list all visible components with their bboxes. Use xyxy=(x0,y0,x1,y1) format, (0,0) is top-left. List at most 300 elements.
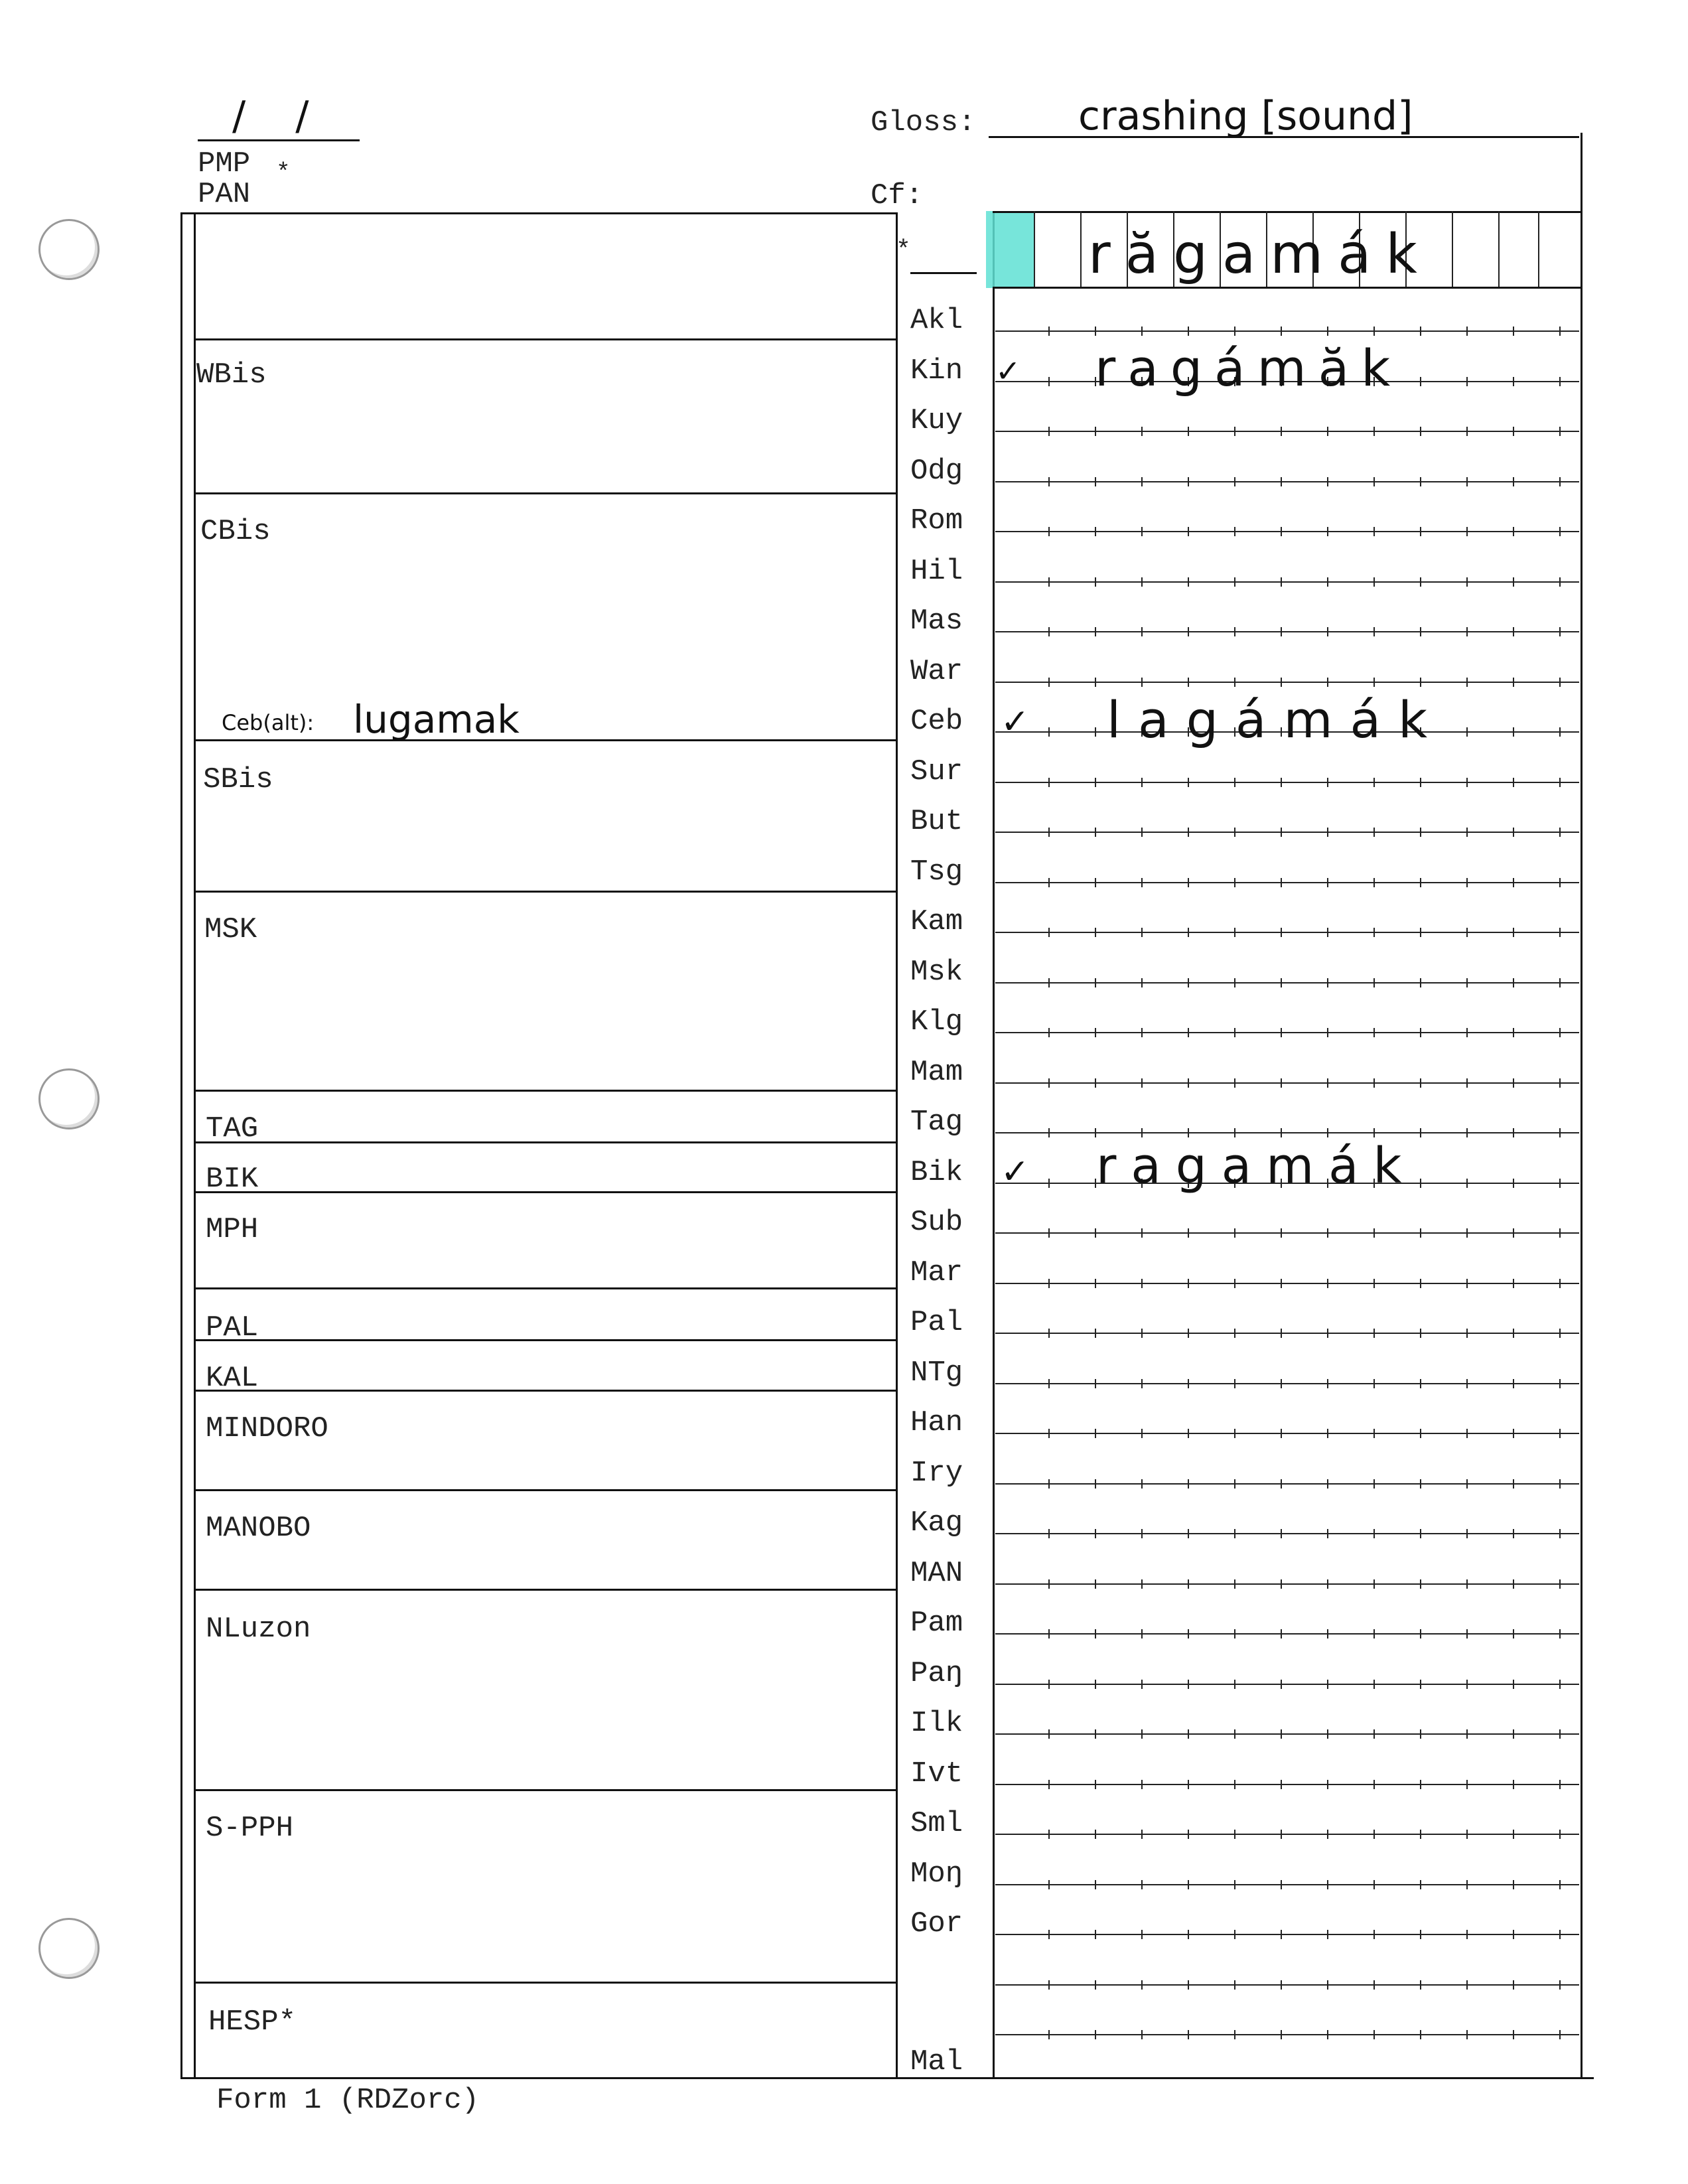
ruled-line-tick xyxy=(1188,1579,1189,1589)
ruled-line-tick xyxy=(1420,577,1421,587)
ruled-line-tick xyxy=(1188,477,1189,486)
ruled-line-tick xyxy=(1234,1680,1235,1689)
pan-star: * xyxy=(276,159,291,186)
ruled-line-tick xyxy=(1513,1729,1514,1739)
ruled-line-tick xyxy=(1234,678,1235,687)
ruled-line-tick xyxy=(1234,1329,1235,1338)
ruled-line-tick xyxy=(1466,1379,1468,1388)
ruled-line-tick xyxy=(1095,1529,1096,1538)
ruled-line-tick xyxy=(1095,1930,1096,1939)
ruled-line-tick xyxy=(1048,1729,1050,1739)
language-label: Sur xyxy=(910,755,963,788)
ruled-line-tick xyxy=(1466,678,1468,687)
ruled-line-tick xyxy=(1281,1980,1282,1990)
ruled-line-tick xyxy=(1095,1379,1096,1388)
entry-ruled-line xyxy=(995,1733,1579,1735)
ruled-line-tick xyxy=(1420,1329,1421,1338)
ruled-line-tick xyxy=(1420,1078,1421,1088)
ruled-line-tick xyxy=(1373,1629,1375,1638)
entry-ruled-line xyxy=(995,1533,1579,1534)
ruled-line-tick xyxy=(1281,1078,1282,1088)
ruled-line-tick xyxy=(1327,1078,1328,1088)
ruled-line-tick xyxy=(1188,1078,1189,1088)
ruled-line-tick xyxy=(1188,1329,1189,1338)
ruled-line-tick xyxy=(1048,928,1050,937)
ruled-line-tick xyxy=(1373,1579,1375,1589)
ruled-line-tick xyxy=(1281,1729,1282,1739)
ruled-line-tick xyxy=(1466,1228,1468,1238)
ruled-line-tick xyxy=(1048,1880,1050,1889)
ruled-line-tick xyxy=(1373,1329,1375,1338)
ruled-line-tick xyxy=(1048,527,1050,536)
ruled-line-tick xyxy=(1281,1780,1282,1789)
ruled-line-tick xyxy=(1327,627,1328,636)
region-divider xyxy=(194,1390,896,1392)
language-label: Hil xyxy=(910,554,963,588)
region-divider xyxy=(194,1982,896,1984)
ruled-line-tick xyxy=(1095,1729,1096,1739)
ruled-line-tick xyxy=(1188,1980,1189,1990)
ruled-line-tick xyxy=(1095,1028,1096,1037)
ruled-line-tick xyxy=(1281,427,1282,436)
ruled-line-tick xyxy=(1513,627,1514,636)
entry-ruled-line xyxy=(995,581,1579,583)
ruled-line-tick xyxy=(1373,527,1375,536)
ruled-line-tick xyxy=(1188,527,1189,536)
ruled-line-tick xyxy=(1513,427,1514,436)
language-label: MAN xyxy=(910,1556,963,1590)
ruled-line-tick xyxy=(1327,1830,1328,1839)
ruled-line-tick xyxy=(1188,1529,1189,1538)
ruled-line-tick xyxy=(1048,727,1050,737)
date-marks: / / xyxy=(232,93,328,139)
ruled-line-tick xyxy=(1466,377,1468,386)
language-label: Akl xyxy=(910,304,963,337)
ruled-line-tick xyxy=(1559,1329,1561,1338)
ruled-line-tick xyxy=(1466,1329,1468,1338)
ruled-line-tick xyxy=(1559,727,1561,737)
ruled-line-tick xyxy=(1141,1629,1143,1638)
ruled-line-tick xyxy=(1420,327,1421,336)
region-divider xyxy=(194,1789,896,1791)
ruled-line-tick xyxy=(1048,1529,1050,1538)
entry-ruled-line xyxy=(995,1433,1579,1434)
ruled-line-tick xyxy=(1513,678,1514,687)
language-label: Iry xyxy=(910,1456,963,1490)
date-underline xyxy=(198,139,360,141)
ruled-line-tick xyxy=(1466,1429,1468,1438)
ruled-line-tick xyxy=(1559,1179,1561,1188)
ruled-line-tick xyxy=(1281,828,1282,837)
ruled-line-tick xyxy=(1466,1529,1468,1538)
frame-bottom xyxy=(180,2077,1594,2079)
cf-label: Cf: xyxy=(871,179,924,212)
language-label: Pam xyxy=(910,1607,963,1640)
ruled-line-tick xyxy=(1559,1429,1561,1438)
entry-ruled-line xyxy=(995,2034,1579,2035)
entry-ruled-line xyxy=(995,431,1579,432)
ruled-line-tick xyxy=(1048,1930,1050,1939)
ruled-line-tick xyxy=(1095,1078,1096,1088)
ruled-line-tick xyxy=(1466,778,1468,787)
ruled-line-tick xyxy=(1327,1028,1328,1037)
entry-ruled-line xyxy=(995,1082,1579,1084)
ruled-line-tick xyxy=(1234,1930,1235,1939)
ruled-line-tick xyxy=(1048,377,1050,386)
ruled-line-tick xyxy=(1048,1830,1050,1839)
language-label: Msk xyxy=(910,955,963,989)
ruled-line-tick xyxy=(1420,627,1421,636)
ruled-line-tick xyxy=(1373,1780,1375,1789)
ruled-line-tick xyxy=(1281,978,1282,987)
ruled-line-tick xyxy=(1281,577,1282,587)
ruled-line-tick xyxy=(1559,527,1561,536)
ruled-line-tick xyxy=(1513,878,1514,887)
ruled-line-tick xyxy=(1466,1629,1468,1638)
ruled-line-tick xyxy=(1327,1429,1328,1438)
ruled-line-tick xyxy=(1559,1128,1561,1137)
ruled-line-tick xyxy=(1513,1279,1514,1288)
ruled-line-tick xyxy=(1234,1228,1235,1238)
ruled-line-tick xyxy=(1466,1128,1468,1137)
ruled-line-tick xyxy=(1048,1680,1050,1689)
region-pal: PAL xyxy=(206,1311,259,1345)
cell-divider xyxy=(1498,211,1500,287)
language-label: Bik xyxy=(910,1155,963,1189)
language-label: Moŋ xyxy=(910,1857,963,1891)
ruled-line-tick xyxy=(1559,1830,1561,1839)
ruled-line-tick xyxy=(1095,1880,1096,1889)
ruled-line-tick xyxy=(1513,527,1514,536)
ruled-line-tick xyxy=(1513,828,1514,837)
region-hesp: HESP* xyxy=(208,2005,297,2039)
region-divider xyxy=(194,1287,896,1289)
ruled-line-tick xyxy=(1466,1479,1468,1489)
ruled-line-tick xyxy=(1141,1830,1143,1839)
ruled-line-tick xyxy=(1373,1429,1375,1438)
entry-ruled-line xyxy=(995,982,1579,983)
ruled-line-tick xyxy=(1281,2030,1282,2039)
language-label: Kin xyxy=(910,354,963,388)
entry-ruled-line xyxy=(995,932,1579,933)
ruled-line-tick xyxy=(1234,778,1235,787)
ruled-line-tick xyxy=(1373,2030,1375,2039)
ruled-line-tick xyxy=(1327,1729,1328,1739)
ruled-line-tick xyxy=(1234,1980,1235,1990)
ruled-line-tick xyxy=(1373,1930,1375,1939)
ruled-line-tick xyxy=(1188,1028,1189,1037)
ruled-line-tick xyxy=(1234,1128,1235,1137)
language-label: Sub xyxy=(910,1206,963,1239)
ruled-line-tick xyxy=(1513,1179,1514,1188)
ruled-line-tick xyxy=(1188,1729,1189,1739)
ruled-line-tick xyxy=(1095,1128,1096,1137)
ruled-line-tick xyxy=(1095,327,1096,336)
ruled-line-tick xyxy=(1234,1078,1235,1088)
ruled-line-tick xyxy=(1095,1780,1096,1789)
ruled-line-tick xyxy=(1188,1479,1189,1489)
ruled-line-tick xyxy=(1095,1429,1096,1438)
frame-top xyxy=(180,212,897,214)
ruled-line-tick xyxy=(1466,828,1468,837)
ruled-line-tick xyxy=(1420,527,1421,536)
language-label: Mal xyxy=(910,2045,963,2078)
region-mph: MPH xyxy=(206,1213,259,1246)
ruled-line-tick xyxy=(1234,527,1235,536)
ruled-line-tick xyxy=(1513,1780,1514,1789)
ceb-check: ✓ xyxy=(1001,702,1030,742)
ruled-line-tick xyxy=(1513,1579,1514,1589)
ruled-line-tick xyxy=(1234,928,1235,937)
ruled-line-tick xyxy=(1188,978,1189,987)
ruled-line-tick xyxy=(1559,828,1561,837)
ruled-line-tick xyxy=(1281,1479,1282,1489)
ruled-line-tick xyxy=(1188,2030,1189,2039)
cell-divider xyxy=(1538,211,1539,287)
ruled-line-tick xyxy=(1095,928,1096,937)
ruled-line-tick xyxy=(1095,1479,1096,1489)
ruled-line-tick xyxy=(1234,1479,1235,1489)
ruled-line-tick xyxy=(1513,978,1514,987)
ruled-line-tick xyxy=(1048,828,1050,837)
region-manobo: MANOBO xyxy=(206,1512,311,1545)
ruled-line-tick xyxy=(1559,1379,1561,1388)
ruled-line-tick xyxy=(1513,327,1514,336)
ruled-line-tick xyxy=(1141,1680,1143,1689)
ruled-line-tick xyxy=(1327,327,1328,336)
ruled-line-tick xyxy=(1513,1379,1514,1388)
reconstruction-form: răgamák xyxy=(1088,223,1432,286)
ruled-line-tick xyxy=(1513,377,1514,386)
ruled-line-tick xyxy=(1559,377,1561,386)
ruled-line-tick xyxy=(1188,928,1189,937)
entry-ruled-line xyxy=(995,1684,1579,1685)
ruled-line-tick xyxy=(1141,2030,1143,2039)
ruled-line-tick xyxy=(1048,978,1050,987)
ruled-line-tick xyxy=(1466,427,1468,436)
ruled-line-tick xyxy=(1048,1629,1050,1638)
frame-middle xyxy=(896,212,898,2077)
ruled-line-tick xyxy=(1420,1379,1421,1388)
ruled-line-tick xyxy=(1188,1880,1189,1889)
ruled-line-tick xyxy=(1048,477,1050,486)
entry-ruled-line xyxy=(995,1132,1579,1133)
ruled-line-tick xyxy=(1234,1780,1235,1789)
ruled-line-tick xyxy=(1281,1880,1282,1889)
ruled-line-tick xyxy=(1327,577,1328,587)
ruled-line-tick xyxy=(1559,1880,1561,1889)
ruled-line-tick xyxy=(1048,1179,1050,1188)
kin-check: ✓ xyxy=(995,353,1021,389)
ruled-line-tick xyxy=(1327,1880,1328,1889)
language-label: Odg xyxy=(910,454,963,488)
language-label: War xyxy=(910,654,963,688)
entry-ruled-line xyxy=(995,1984,1579,1986)
region-mindoro: MINDORO xyxy=(206,1412,328,1445)
cell-divider xyxy=(1080,211,1082,287)
entry-ruled-line xyxy=(995,782,1579,783)
ruled-line-tick xyxy=(1281,1128,1282,1137)
binder-hole-middle xyxy=(38,1068,100,1129)
language-label: Paŋ xyxy=(910,1656,963,1690)
ruled-line-tick xyxy=(1373,627,1375,636)
ruled-line-tick xyxy=(1234,1028,1235,1037)
ruled-line-tick xyxy=(1188,1379,1189,1388)
ruled-line-tick xyxy=(1466,878,1468,887)
ruled-line-tick xyxy=(1048,1228,1050,1238)
ruled-line-tick xyxy=(1559,1930,1561,1939)
ruled-line-tick xyxy=(1420,1579,1421,1589)
ruled-line-tick xyxy=(1327,1629,1328,1638)
cell-divider xyxy=(1034,211,1035,287)
ruled-line-tick xyxy=(1234,477,1235,486)
ruled-line-tick xyxy=(1048,1379,1050,1388)
ruled-line-tick xyxy=(1420,1729,1421,1739)
ruled-line-tick xyxy=(1559,627,1561,636)
ruled-line-tick xyxy=(1327,978,1328,987)
entry-ruled-line xyxy=(995,1383,1579,1384)
ceb-form: lagámák xyxy=(1107,690,1445,749)
language-label: Kuy xyxy=(910,404,963,437)
ruled-line-tick xyxy=(1281,1279,1282,1288)
ruled-line-tick xyxy=(1559,1078,1561,1088)
ruled-line-tick xyxy=(1095,978,1096,987)
language-label: Kam xyxy=(910,905,963,938)
ruled-line-tick xyxy=(1141,1729,1143,1739)
ruled-line-tick xyxy=(1373,678,1375,687)
ruled-line-tick xyxy=(1327,878,1328,887)
ruled-line-tick xyxy=(1466,2030,1468,2039)
ruled-line-tick xyxy=(1188,577,1189,587)
ruled-line-tick xyxy=(1188,1830,1189,1839)
ruled-line-tick xyxy=(1095,1980,1096,1990)
ruled-line-tick xyxy=(1048,2030,1050,2039)
ceb-alt-value: lugamak xyxy=(353,697,520,742)
ruled-line-tick xyxy=(1420,1529,1421,1538)
ruled-line-tick xyxy=(1327,427,1328,436)
region-divider xyxy=(194,1090,896,1092)
ruled-line-tick xyxy=(1281,1529,1282,1538)
ruled-line-tick xyxy=(1095,627,1096,636)
ruled-line-tick xyxy=(1281,928,1282,937)
ruled-line-tick xyxy=(1420,1179,1421,1188)
language-label: Mas xyxy=(910,605,963,638)
ruled-line-tick xyxy=(1513,477,1514,486)
ruled-line-tick xyxy=(1373,778,1375,787)
ruled-line-tick xyxy=(1466,527,1468,536)
region-divider xyxy=(194,739,896,741)
ruled-line-tick xyxy=(1466,327,1468,336)
ruled-line-tick xyxy=(1420,427,1421,436)
ruled-line-tick xyxy=(1095,527,1096,536)
ruled-line-tick xyxy=(1327,2030,1328,2039)
ruled-line-tick xyxy=(1141,678,1143,687)
ruled-line-tick xyxy=(1095,427,1096,436)
ruled-line-tick xyxy=(1141,1780,1143,1789)
ruled-line-tick xyxy=(1188,1930,1189,1939)
ruled-line-tick xyxy=(1466,1179,1468,1188)
ruled-line-tick xyxy=(1559,1629,1561,1638)
ruled-line-tick xyxy=(1234,878,1235,887)
ruled-line-tick xyxy=(1141,1028,1143,1037)
pan-label: PAN xyxy=(198,178,251,211)
ruled-line-tick xyxy=(1095,878,1096,887)
ruled-line-tick xyxy=(1281,1228,1282,1238)
ruled-line-tick xyxy=(1466,577,1468,587)
ruled-line-tick xyxy=(1188,1680,1189,1689)
ruled-line-tick xyxy=(1420,1429,1421,1438)
ruled-line-tick xyxy=(1048,1329,1050,1338)
ruled-line-tick xyxy=(1373,1228,1375,1238)
binder-hole-bottom xyxy=(38,1918,100,1979)
ruled-line-tick xyxy=(1373,1729,1375,1739)
ruled-line-tick xyxy=(1095,477,1096,486)
ruled-line-tick xyxy=(1048,878,1050,887)
ruled-line-tick xyxy=(1559,878,1561,887)
region-divider xyxy=(194,338,896,340)
ruled-line-tick xyxy=(1141,427,1143,436)
ruled-line-tick xyxy=(1048,1279,1050,1288)
ruled-line-tick xyxy=(1513,1028,1514,1037)
language-label: Mam xyxy=(910,1055,963,1089)
ruled-line-tick xyxy=(1513,1680,1514,1689)
ruled-line-tick xyxy=(1559,1579,1561,1589)
ruled-line-tick xyxy=(1188,828,1189,837)
entry-ruled-line xyxy=(995,832,1579,833)
ruled-line-tick xyxy=(1234,627,1235,636)
ruled-line-tick xyxy=(1513,2030,1514,2039)
ceb-alt-label: Ceb(alt): xyxy=(222,710,315,735)
ruled-line-tick xyxy=(1281,527,1282,536)
ruled-line-tick xyxy=(1420,1780,1421,1789)
ruled-line-tick xyxy=(1513,778,1514,787)
language-label: Han xyxy=(910,1406,963,1439)
ruled-line-tick xyxy=(1141,1429,1143,1438)
region-sbis: SBis xyxy=(203,763,273,796)
language-label: Tsg xyxy=(910,855,963,889)
ruled-line-tick xyxy=(1048,678,1050,687)
ruled-line-tick xyxy=(1234,427,1235,436)
ruled-line-tick xyxy=(1420,928,1421,937)
ruled-line-tick xyxy=(1141,778,1143,787)
ruled-line-tick xyxy=(1234,1429,1235,1438)
language-label: Tag xyxy=(910,1106,963,1139)
entry-ruled-line xyxy=(995,481,1579,482)
ruled-line-tick xyxy=(1141,1128,1143,1137)
ruled-line-tick xyxy=(1373,1479,1375,1489)
ruled-line-tick xyxy=(1048,577,1050,587)
ruled-line-tick xyxy=(1234,1729,1235,1739)
ruled-line-tick xyxy=(1373,1529,1375,1538)
ruled-line-tick xyxy=(1559,577,1561,587)
ruled-line-tick xyxy=(1095,1629,1096,1638)
ruled-line-tick xyxy=(1327,1680,1328,1689)
ruled-line-tick xyxy=(1513,928,1514,937)
ruled-line-tick xyxy=(1188,678,1189,687)
ruled-line-tick xyxy=(1420,1680,1421,1689)
ruled-line-tick xyxy=(1234,327,1235,336)
ruled-line-tick xyxy=(1141,878,1143,887)
ruled-line-tick xyxy=(1373,1980,1375,1990)
ruled-line-tick xyxy=(1281,1429,1282,1438)
ruled-line-tick xyxy=(1327,1379,1328,1388)
region-divider xyxy=(194,1339,896,1341)
ruled-line-tick xyxy=(1466,1078,1468,1088)
ruled-line-tick xyxy=(1281,1930,1282,1939)
ruled-line-tick xyxy=(1559,477,1561,486)
ruled-line-tick xyxy=(1513,1228,1514,1238)
ruled-line-tick xyxy=(1141,1279,1143,1288)
